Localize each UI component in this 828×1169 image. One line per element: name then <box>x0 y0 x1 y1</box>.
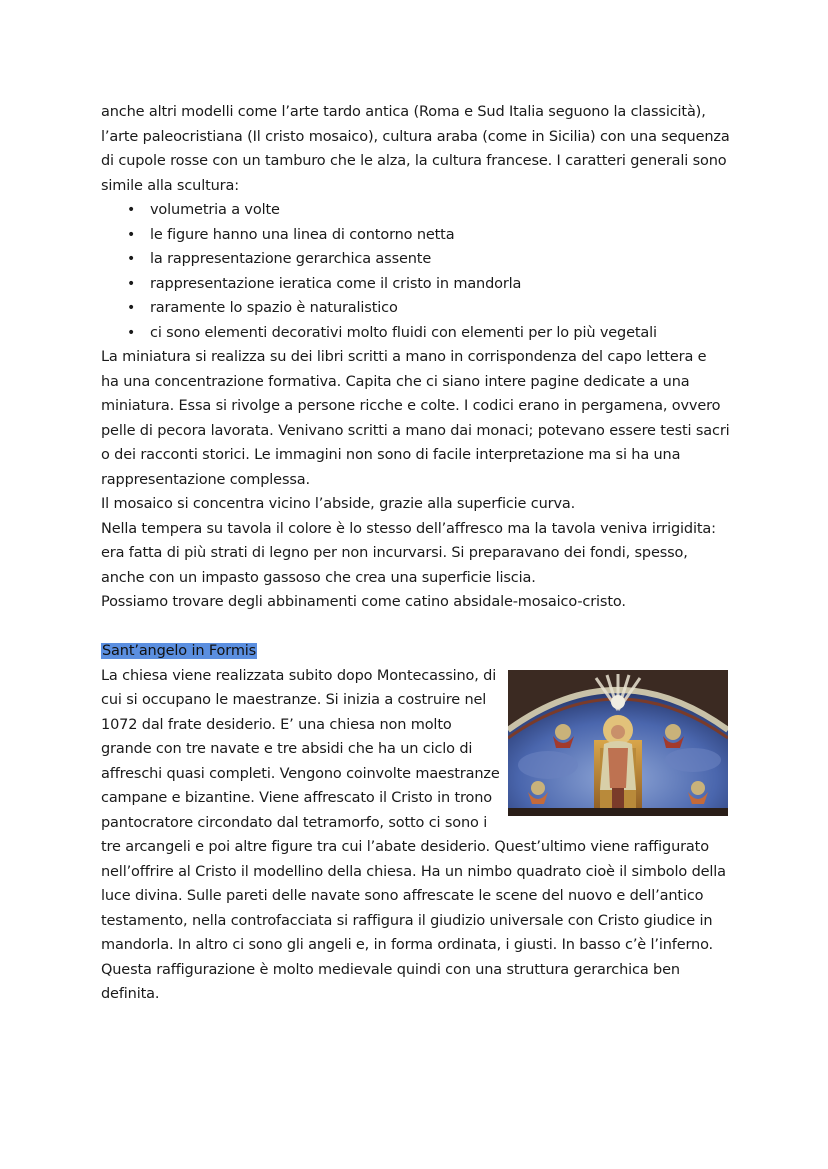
section-line: luce divina. Sulle pareti delle navate sono affrescate le scene del nuovo e dell’antico <box>101 888 704 904</box>
fresco-illustration <box>508 670 728 816</box>
section-line: definita. <box>101 986 160 1002</box>
section-line: Questa raffigurazione è molto medievale quindi con una struttura gerarchica ben <box>101 961 680 978</box>
list-item: le figure hanno una linea di contorno netta <box>150 226 455 243</box>
intro-line: anche altri modelli come l’arte tardo antica (Roma e Sud Italia seguono la classicità), <box>101 104 706 120</box>
body-line: pelle di pecora lavorata. Venivano scritti a mano dai monaci; potevano essere testi sacri <box>101 422 730 439</box>
section-line: La chiesa viene realizzata subito dopo Montecassino, di <box>101 667 497 684</box>
section-line: grande con tre navate e tre absidi che ha un ciclo di <box>101 741 473 757</box>
section-line: nell’offrire al Cristo il modellino della chiesa. Ha un nimbo quadrato cioè il simbolo della <box>101 863 726 880</box>
section-line: testamento, nella controfacciata si raffigura il giudizio universale con Cristo giudice in <box>101 912 713 929</box>
body-line: era fatta di più strati di legno per non incurvarsi. Si preparavano dei fondi, spesso, <box>101 545 688 561</box>
section-title: Sant’angelo in Formis <box>102 643 257 659</box>
section-line: tre arcangeli e poi altre figure tra cui l’abate desiderio. Quest’ultimo viene raffigurato <box>101 839 709 855</box>
list-item: la rappresentazione gerarchica assente <box>150 251 432 267</box>
section-heading <box>101 639 257 664</box>
body-line: La miniatura si realizza su dei libri scritti a mano in corrispondenza del capo lettera e <box>101 349 707 365</box>
body-line: Il mosaico si concentra vicino l’abside, grazie alla superficie curva. <box>101 496 576 512</box>
bullet-marker: • <box>127 324 136 341</box>
bullet-marker: • <box>127 202 136 218</box>
body-line: Possiamo trovare degli abbinamenti come catino absidale-mosaico-cristo. <box>101 594 626 610</box>
bullet-marker: • <box>127 226 136 243</box>
intro-line: simile alla scultura: <box>101 177 239 194</box>
list-item: volumetria a volte <box>150 202 280 218</box>
bullet-marker: • <box>127 251 136 267</box>
intro-line: di cupole rosse con un tamburo che le alza, la cultura francese. I caratteri generali sono <box>101 153 727 169</box>
body-line: rappresentazione complessa. <box>101 471 310 488</box>
body-line: o dei racconti storici. Le immagini non sono di facile interpretazione ma si ha una <box>101 447 681 463</box>
bullet-marker: • <box>127 300 136 316</box>
body-line: miniatura. Essa si rivolge a persone ricche e colte. I codici erano in pergamena, ovvero <box>101 398 721 414</box>
intro-line: l’arte paleocristiana (Il cristo mosaico), cultura araba (come in Sicilia) con una sequenza <box>101 128 730 145</box>
body-line: Nella tempera su tavola il colore è lo stesso dell’affresco ma la tavola veniva irrigidita: <box>101 520 716 537</box>
apse-fresco-image <box>508 670 728 816</box>
section-line: affreschi quasi completi. Vengono coinvolte maestranze <box>101 765 500 782</box>
section-line: 1072 dal frate desiderio. E’ una chiesa non molto <box>101 716 452 733</box>
section-line: pantocratore circondato dal tetramorfo, sotto ci sono i <box>101 814 488 831</box>
section-line: campane e bizantine. Viene affrescato il Cristo in trono <box>101 790 492 806</box>
section-line: mandorla. In altro ci sono gli angeli e, in forma ordinata, i giusti. In basso c’è l’inferno. <box>101 937 714 953</box>
body-line: ha una concentrazione formativa. Capita che ci siano intere pagine dedicate a una <box>101 373 690 390</box>
section-line: cui si occupano le maestranze. Si inizia a costruire nel <box>101 692 487 708</box>
list-item: ci sono elementi decorativi molto fluidi con elementi per lo più vegetali <box>150 324 657 341</box>
list-item: raramente lo spazio è naturalistico <box>150 300 398 316</box>
body-line: anche con un impasto gassoso che crea una superficie liscia. <box>101 569 536 586</box>
list-item: rappresentazione ieratica come il cristo in mandorla <box>150 275 522 292</box>
bullet-marker: • <box>127 275 136 292</box>
